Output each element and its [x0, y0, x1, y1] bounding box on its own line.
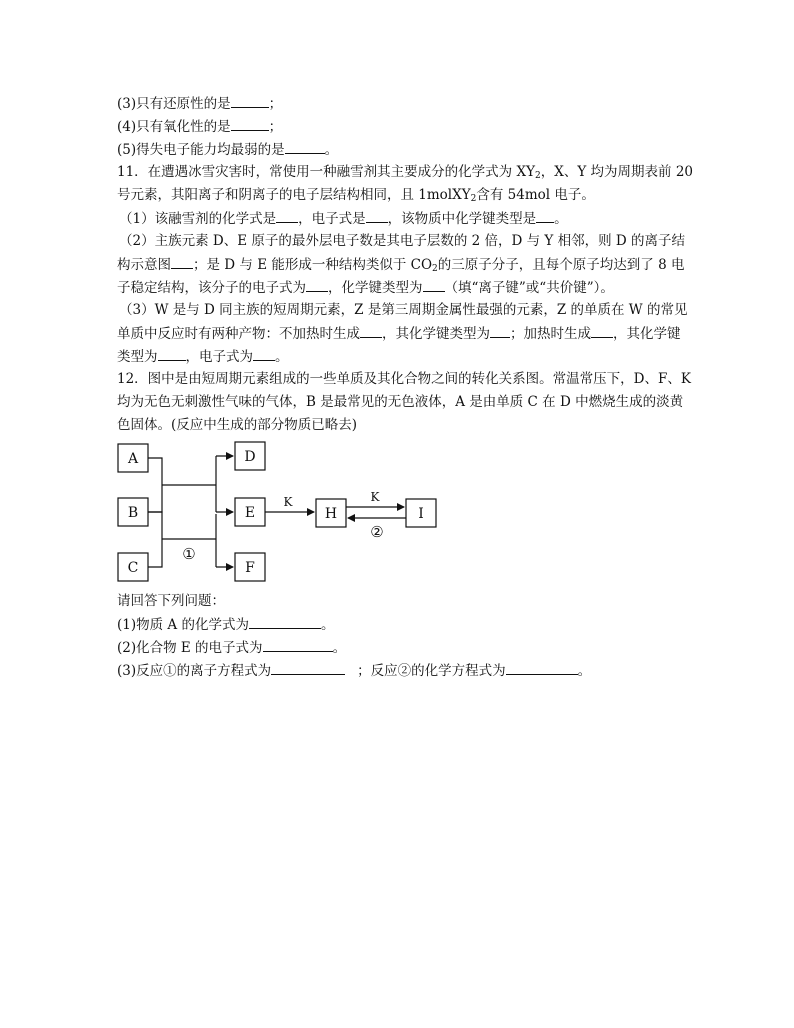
subscript: 2	[535, 171, 541, 181]
q11-p3-text: ，其化学键类型为	[382, 326, 490, 342]
q11-text: 11．在遭遇冰雪灾害时，常使用一种融雪剂其主要成分的化学式为 XY	[117, 164, 535, 180]
q11-p3-text: （3）W 是与 D 同主族的短周期元素，Z 是第三周期金属性最强的元素，Z 的单质在 W 的常见	[119, 302, 688, 318]
q12-a3-end: 。	[577, 663, 592, 679]
q11-p2-text: ，化学键类型为	[328, 280, 423, 296]
answer-blank	[271, 661, 345, 675]
q11-p1-text: 。	[554, 211, 568, 227]
circled-label-2: ②	[370, 523, 384, 541]
q11-text: 含有 54mol 电子。	[476, 187, 595, 203]
q12-ask-text: 请回答下列问题：	[117, 593, 225, 609]
arrow-label-k1: K	[283, 495, 293, 509]
connector-bc	[148, 512, 162, 567]
box-label-f: F	[245, 560, 255, 576]
q3-end: ；	[268, 96, 283, 112]
q11-p1-text: （1）该融雪剂的化学式是	[119, 211, 277, 227]
q4-end: ；	[268, 119, 283, 135]
q4-text: (4)只有氧化性的是	[117, 119, 231, 135]
q11-p2-text: 的三原子分子，且每个原子均达到了 8 电	[437, 257, 685, 273]
q11-p2-text: 子稳定结构，该分子的电子式为	[117, 280, 306, 296]
connector-ab	[148, 458, 162, 512]
arrow-label-k2: K	[370, 490, 380, 504]
q12-a1-end: 。	[320, 617, 335, 633]
answer-blank	[249, 615, 321, 629]
q12-ask	[117, 592, 225, 610]
q11-p3-text: 。	[275, 349, 289, 365]
q11-p3-text: ，其化学键	[613, 326, 681, 342]
q11-text: 号元素，其阳离子和阴离子的电子层结构相同，且 1molXY	[117, 187, 471, 203]
answer-blank	[263, 638, 333, 652]
q12-answer1	[117, 615, 334, 634]
q12-a3-text: (3)反应①的离子方程式为	[117, 663, 272, 679]
q5-end: 。	[324, 142, 339, 158]
answer-blank	[506, 661, 578, 675]
q12-a2-end: 。	[332, 640, 347, 656]
q12-answer2	[117, 638, 346, 657]
circled-label-1: ①	[182, 545, 196, 563]
q11-text: ，X、Y 均为周期表前 20	[540, 164, 694, 180]
q12-text: 均为无色无刺激性气味的气体，B 是最常见的无色液体，A 是由单质 C 在 D 中燃烧生成的淡黄	[117, 394, 684, 410]
box-label-d: D	[244, 449, 256, 465]
q12-a3-text: ；反应②的化学方程式为	[357, 663, 506, 679]
q11-p3-text: ；加热时生成	[510, 326, 591, 342]
q11-p2-text: 构示意图	[117, 257, 171, 273]
q11-p1-text: ，该物质中化学键类型是	[387, 211, 537, 227]
q11-p3-text: 单质中反应时有两种产物：不加热时生成	[117, 326, 360, 342]
subscript: 2	[432, 264, 438, 274]
subscript: 2	[470, 194, 477, 204]
q12-a2-text: (2)化合物 E 的电子式为	[117, 640, 263, 656]
q12-a1-text: (1)物质 A 的化学式为	[117, 617, 249, 633]
q11-p2-text: （填“离子键”或“共价键”）。	[444, 280, 614, 296]
q11-p2-text: ；是 D 与 E 能形成一种结构类似于 CO	[193, 257, 433, 273]
q11-p1-text: ，电子式是	[298, 211, 366, 227]
box-label-i: I	[418, 506, 424, 522]
q11-p2-text: （2）主族元素 D、E 原子的最外层电子数是其电子层数的 2 倍，D 与 Y 相邻，则 D 的离子结	[119, 233, 686, 249]
box-label-h: H	[324, 506, 338, 522]
q12-text: 12．图中是由短周期元素组成的一些单质及其化合物之间的转化关系图。常温常压下，D、F、K	[117, 371, 691, 387]
q11-p3-text: 类型为	[117, 349, 158, 365]
q3-text: (3)只有还原性的是	[117, 96, 231, 112]
box-label-c: C	[127, 560, 139, 576]
box-label-a: A	[127, 451, 139, 467]
q12-answer3	[117, 661, 591, 680]
q12-text: 色固体。(反应中生成的部分物质已略去)	[117, 417, 358, 433]
box-label-e: E	[244, 505, 256, 521]
box-label-b: B	[127, 505, 139, 521]
q5-text: (5)得失电子能力均最弱的是	[117, 142, 285, 158]
q11-p3-text: ，电子式为	[185, 349, 253, 365]
